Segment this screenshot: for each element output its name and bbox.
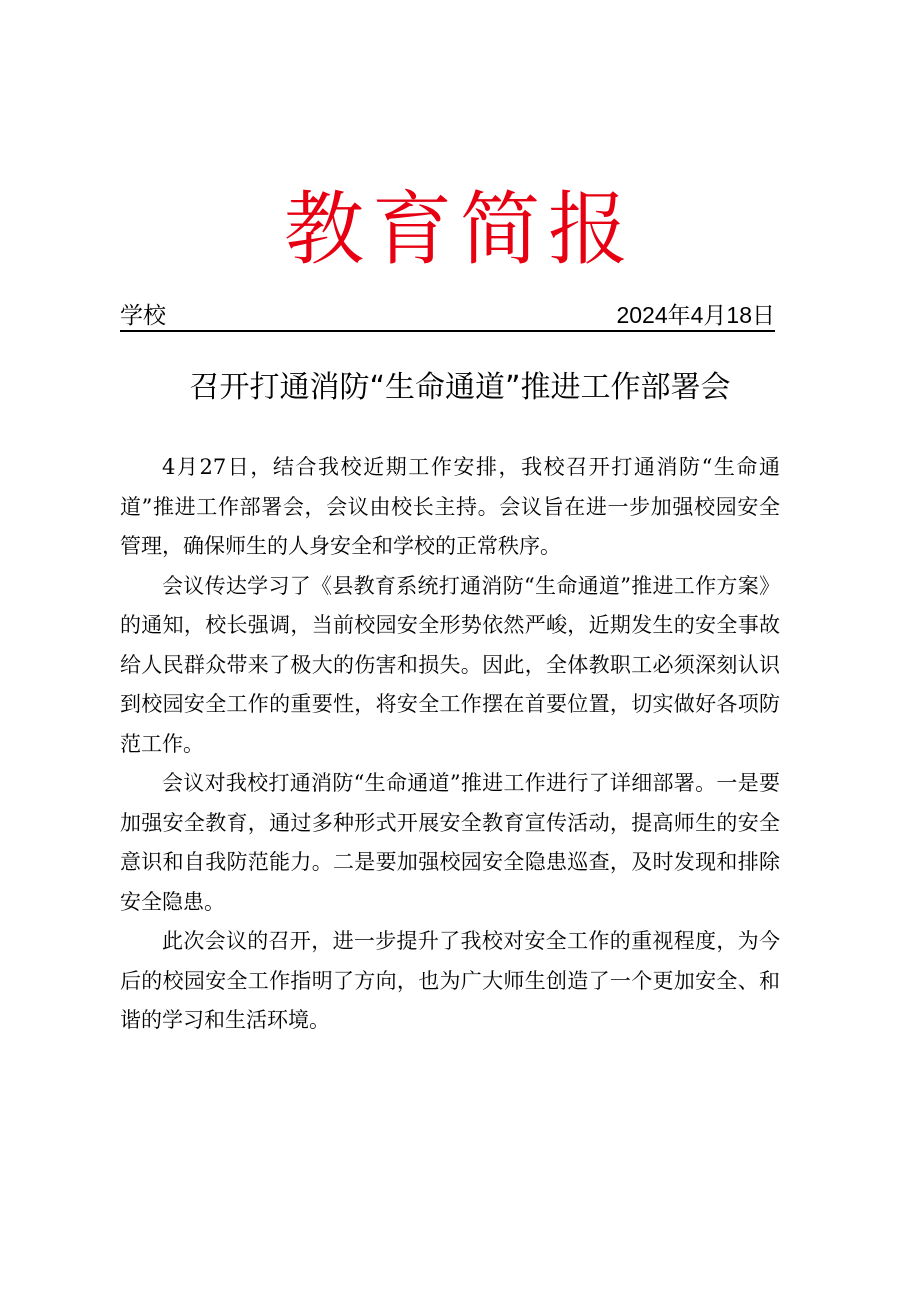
masthead-title: 教育简报 <box>284 183 636 276</box>
issuing-organization: 学校 <box>120 302 166 328</box>
issue-date: 2024年4月18日 <box>616 302 775 328</box>
article-body <box>120 448 780 1041</box>
paragraph: 会议对我校打通消防“生命通道”推进工作进行了详细部署。一是要加强安全教育，通过多种形式开展安全教育宣传活动，提高师生的安全意识和自我防范能力。二是要加强校园安全隐患巡查，及时发现和排除安全隐患。 <box>120 771 780 914</box>
paragraph: 4月27日，结合我校近期工作安排，我校召开打通消防“生命通道”推进工作部署会，会议由校长主持。会议旨在进一步加强校园安全管理，确保师生的人身安全和学校的正常秩序。 <box>120 455 780 558</box>
article-headline: 召开打通消防“生命通道”推进工作部署会 <box>189 370 731 405</box>
issue-info-line <box>120 300 775 332</box>
paragraph: 此次会议的召开，进一步提升了我校对安全工作的重视程度，为今后的校园安全工作指明了方向，也为广大师生创造了一个更加安全、和谐的学习和生活环境。 <box>120 929 780 1032</box>
paragraph: 会议传达学习了《县教育系统打通消防“生命通道”推进工作方案》的通知，校长强调，当前校园安全形势依然严峻，近期发生的安全事故给人民群众带来了极大的伤害和损失。因此，全体教职工必须深刻认识到校园安全工作的重要性，将安全工作摆在首要位置，切实做好各项防范工作。 <box>120 573 780 756</box>
